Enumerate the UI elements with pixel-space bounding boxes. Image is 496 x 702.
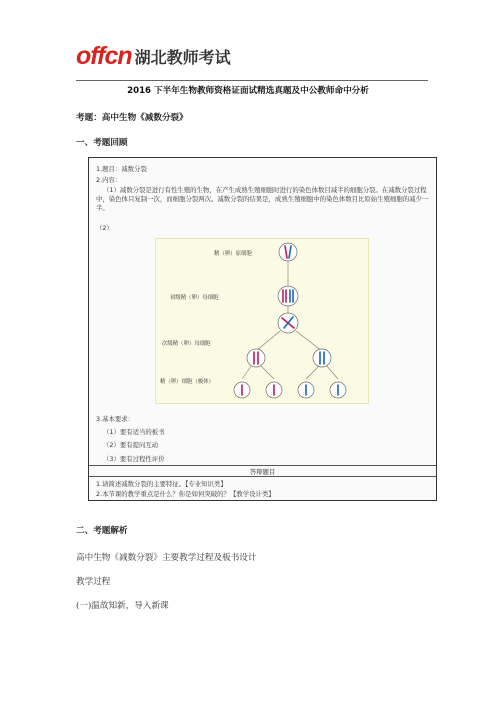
requirement-item: （3）要有过程性评价 (103, 455, 165, 463)
analysis-line: (一)温故知新，导入新课 (76, 601, 169, 611)
analysis-line: 教学过程 (76, 577, 111, 587)
document-title: 2016 下半年生物教师资格证面试精选真题及中公教师命中分析 (127, 86, 369, 96)
analysis-line: 高中生物《减数分裂》主要教学过程及板书设计 (76, 553, 257, 563)
content-paragraph: （1）减数分裂是进行有性生殖的生物，在产生成熟生殖细胞时进行的染色体数目减半的细胞分裂。在减数分裂过程中，染色体只复制一次，而细胞分裂两次。减数分裂的结果是，成熟生殖细胞中的染色体数目比原始生殖细胞的减少一半。 (96, 186, 429, 212)
label-secondary-cell: 次级精（卵）母细胞 (162, 341, 211, 347)
section-heading-analysis: 二、考题解析 (76, 526, 128, 536)
question-content-label: 2.内容： (96, 176, 122, 184)
section-heading-review: 一、考题回顾 (76, 138, 128, 148)
requirement-item: （1）要有适当的板书 (103, 428, 165, 436)
qa-title: 答辩题目 (249, 468, 276, 476)
question-title: 1.题目：减数分裂 (96, 165, 147, 173)
brand-name: offcn (76, 41, 132, 70)
exam-question-box (88, 157, 437, 501)
box-divider (89, 476, 436, 477)
requirement-item: （2）要有提问互动 (103, 441, 159, 449)
label-primordial-cell: 精（卵）原细胞 (214, 251, 252, 257)
brand-slogan: 湖北教师考试 (134, 47, 231, 67)
qa-item: 1.请简述减数分裂的主要特征。【专业知识类】 (96, 480, 227, 488)
requirements-title: 3.基本要求： (96, 415, 135, 423)
label-primary-cell: 初级精（卵）母细胞 (170, 295, 219, 301)
label-gamete: 精（卵）细胞（极体） (160, 379, 214, 385)
meiosis-diagram (155, 238, 369, 404)
header-rule (76, 80, 428, 81)
qa-item: 2.本节课的教学重点是什么？你是如何突破的？【教学设计类】 (96, 490, 275, 498)
brand-logo (76, 41, 231, 70)
box-divider (89, 465, 436, 466)
content-sub2-label: （2） (96, 224, 113, 232)
topic-line: 考题：高中生物《减数分裂》 (76, 113, 188, 123)
